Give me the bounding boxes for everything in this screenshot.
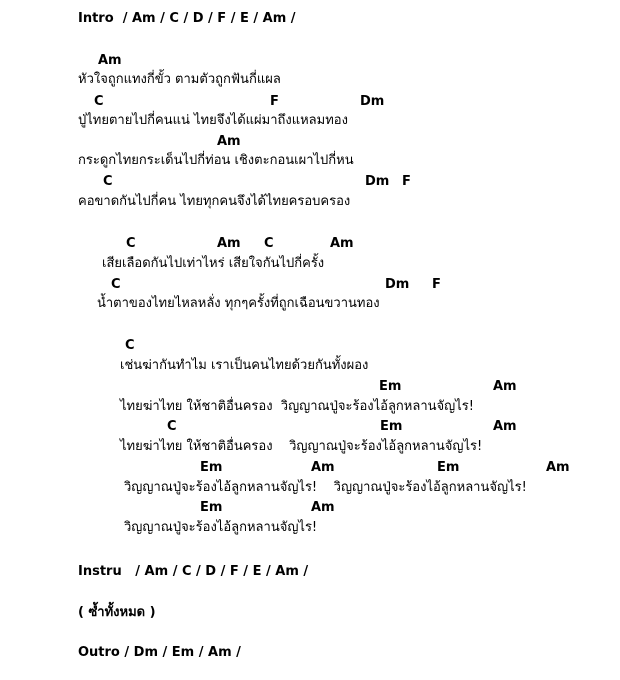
lyric-line: เช่นฆ่ากันทำไม เราเป็นคนไทยด้วยกันทั้งผอง bbox=[120, 358, 369, 373]
chord: Am bbox=[493, 379, 517, 394]
chord: Dm bbox=[385, 277, 410, 292]
lyric-line: ไทยฆ่าไทย ให้ชาติอื่นครอง วิญญาณปู่จะร้องไอ้ลูกหลานจัญไร! bbox=[120, 399, 474, 414]
repeat-note: ( ซ้ำทั้งหมด ) bbox=[78, 605, 156, 620]
chord: F bbox=[270, 94, 279, 109]
chord: Am bbox=[546, 460, 570, 475]
intro-line: Intro / Am / C / D / F / E / Am / bbox=[78, 11, 296, 26]
chord: Am bbox=[311, 500, 335, 515]
chord: Dm bbox=[360, 94, 385, 109]
instru-line: Instru / Am / C / D / F / E / Am / bbox=[78, 564, 309, 579]
lyric-line: ไทยฆ่าไทย ให้ชาติอื่นครอง วิญญาณปู่จะร้องไอ้ลูกหลานจัญไร! bbox=[120, 439, 483, 454]
chord: C bbox=[125, 338, 135, 353]
chord: Em bbox=[200, 460, 223, 475]
chord: F bbox=[432, 277, 441, 292]
lyric-line: คอขาดกันไปกี่คน ไทยทุกคนจึงได้ไทยครอบครอง bbox=[78, 194, 351, 209]
chord: Dm bbox=[365, 174, 390, 189]
lyric-line: เสียเลือดกันไปเท่าไหร่ เสียใจกันไปกี่ครั้ง bbox=[102, 256, 325, 271]
chord: C bbox=[264, 236, 274, 251]
chord: Am bbox=[493, 419, 517, 434]
lyric-line: น้ำตาของไทยไหลหลั่ง ทุกๆครั้งที่ถูกเฉือนขวานทอง bbox=[97, 296, 380, 311]
chord: Am bbox=[98, 53, 122, 68]
lyric-line: ปู่ไทยตายไปกี่คนแน่ ไทยจึงได้แผ่มาถึงแหลมทอง bbox=[78, 113, 348, 128]
chord: Am bbox=[330, 236, 354, 251]
lyric-line: วิญญาณปู่จะร้องไอ้ลูกหลานจัญไร! bbox=[124, 520, 318, 535]
lyric-line: หัวใจถูกแทงกี่ขั้ว ตามตัวถูกฟันกี่แผล bbox=[78, 72, 281, 87]
chord: Em bbox=[200, 500, 223, 515]
chord: Am bbox=[217, 236, 241, 251]
chord: C bbox=[111, 277, 121, 292]
chord: C bbox=[94, 94, 104, 109]
chord: Em bbox=[380, 419, 403, 434]
chord: C bbox=[126, 236, 136, 251]
chord: C bbox=[167, 419, 177, 434]
chord: Am bbox=[217, 134, 241, 149]
chord: Em bbox=[437, 460, 460, 475]
chord: Am bbox=[311, 460, 335, 475]
lyric-line: วิญญาณปู่จะร้องไอ้ลูกหลานจัญไร! วิญญาณปู่จะร้องไอ้ลูกหลานจัญไร! bbox=[124, 480, 527, 495]
chord: C bbox=[103, 174, 113, 189]
chord: Em bbox=[379, 379, 402, 394]
outro-line: Outro / Dm / Em / Am / bbox=[78, 645, 241, 660]
lyric-line: กระดูกไทยกระเด็นไปกี่ท่อน เชิงตะกอนเผาไปกี่หน bbox=[78, 153, 354, 168]
chord: F bbox=[402, 174, 411, 189]
